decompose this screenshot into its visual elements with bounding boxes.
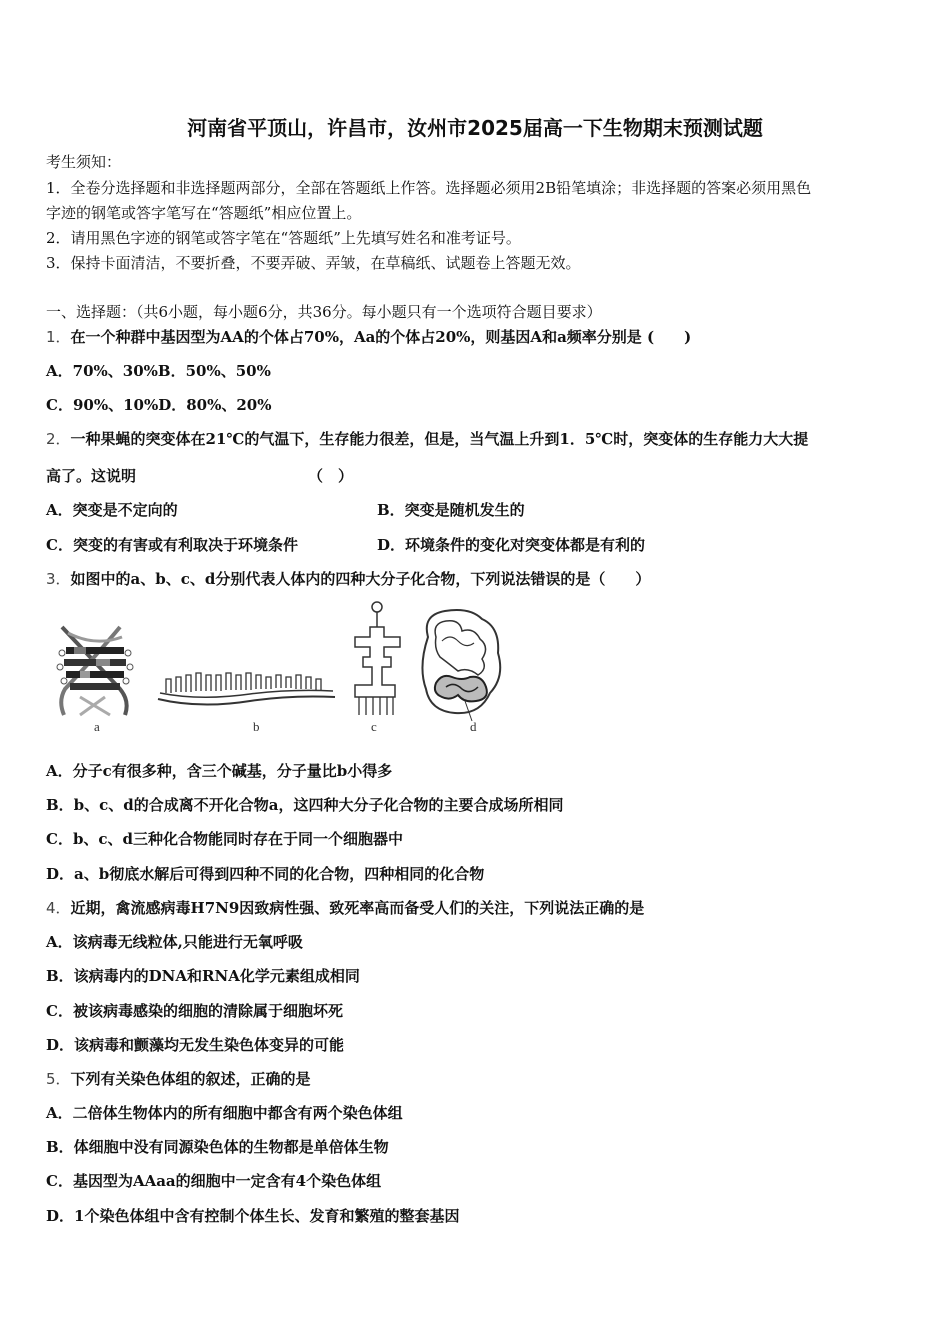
dna-helix-diagram: [57, 627, 133, 715]
question-1-options-ab: A．70%、30%B．50%、50%: [46, 362, 271, 380]
question-5-stem: [46, 1069, 311, 1089]
question-2-text-b: 高了。这说明: [46, 467, 137, 485]
question-4-text: 近期，禽流感病毒H7N9因致病性强、致死率高而备受人们的关注，下列说法正确的是: [70, 899, 645, 917]
question-5-option-c: C．基因型为AAaa的细胞中一定含有4个染色体组: [46, 1172, 382, 1190]
question-2-text-a: 一种果蝇的突变体在21℃的气温下，生存能力很差，但是，当气温上升到1．5℃时，突变体的生存能力大大提: [70, 430, 809, 448]
notice-item-2: 2．请用黑色字迹的钢笔或答字笔在“答题纸”上先填写姓名和准考证号。: [46, 229, 521, 247]
question-3-option-d: D．a、b彻底水解后可得到四种不同的化合物，四种相同的化合物: [46, 865, 485, 883]
question-4-option-b: B．该病毒内的DNA和RNA化学元素组成相同: [46, 967, 360, 985]
question-2-number: 2．: [46, 430, 71, 448]
question-5-number: 5．: [46, 1070, 71, 1088]
question-4-number: 4．: [46, 899, 71, 917]
question-3-option-c: C．b、c、d三种化合物能同时存在于同一个细胞器中: [46, 830, 404, 848]
protein-diagram: [422, 610, 500, 721]
question-2-option-c: C．突变的有害或有利取决于环境条件: [46, 536, 298, 554]
question-1-stem: [46, 327, 691, 347]
question-3-option-b: B．b、c、d的合成离不开化合物a，这四种大分子化合物的主要合成场所相同: [46, 796, 564, 814]
figure-label-b: b: [253, 719, 260, 734]
question-2-option-d: D．环境条件的变化对突变体都是有利的: [377, 536, 646, 554]
question-2-option-b: B．突变是随机发生的: [377, 501, 525, 519]
question-2-answer-paren: （ ）: [308, 467, 354, 485]
question-5-text: 下列有关染色体组的叙述，正确的是: [70, 1070, 311, 1088]
question-2-stem: [46, 429, 808, 449]
question-3-stem: [46, 569, 650, 589]
mrna-diagram: [158, 673, 335, 705]
question-4-option-c: C．被该病毒感染的细胞的清除属于细胞坏死: [46, 1002, 343, 1020]
question-3-number: 3．: [46, 570, 71, 588]
trna-diagram: [355, 602, 400, 715]
notice-item-1b: 字迹的钢笔或答字笔写在“答题纸”相应位置上。: [46, 204, 362, 222]
notice-item-1a: 1．全卷分选择题和非选择题两部分，全部在答题纸上作答。选择题必须用2B铅笔填涂；非选择题的答案必须用黑色: [46, 179, 812, 197]
question-1-number: 1．: [46, 328, 71, 346]
figure-label-c: c: [371, 719, 377, 734]
macromolecule-figure: [50, 597, 510, 737]
question-2-option-a: A．突变是不定向的: [46, 501, 178, 519]
question-4-option-a: A．该病毒无线粒体,只能进行无氧呼吸: [46, 933, 303, 951]
page-title: 河南省平顶山，许昌市，汝州市2025届高一下生物期末预测试题: [187, 116, 763, 140]
question-4-option-d: D．该病毒和颤藻均无发生染色体变异的可能: [46, 1036, 345, 1054]
figure-label-d: d: [470, 719, 477, 734]
notice-heading: 考生须知：: [46, 153, 122, 171]
question-5-option-a: A．二倍体生物体内的所有细胞中都含有两个染色体组: [46, 1104, 403, 1122]
question-4-stem: [46, 898, 644, 918]
question-5-option-d: D．1个染色体组中含有控制个体生长、发育和繁殖的整套基因: [46, 1207, 460, 1225]
section-heading: 一、选择题：（共6小题，每小题6分，共36分。每小题只有一个选项符合题目要求）: [46, 303, 602, 321]
question-3-option-a: A．分子c有很多种，含三个碱基，分子量比b小得多: [46, 762, 393, 780]
question-3-text: 如图中的a、b、c、d分别代表人体内的四种大分子化合物，下列说法错误的是（ ）: [70, 570, 651, 588]
question-1-options-cd: C．90%、10%D．80%、20%: [46, 396, 272, 414]
notice-item-3: 3．保持卡面清洁，不要折叠，不要弄破、弄皱，在草稿纸、试题卷上答题无效。: [46, 254, 581, 272]
question-5-option-b: B．体细胞中没有同源染色体的生物都是单倍体生物: [46, 1138, 389, 1156]
figure-label-a: a: [94, 719, 100, 734]
question-1-text: 在一个种群中基因型为AA的个体占70%，Aa的个体占20%，则基因A和a频率分别是 ( ): [70, 328, 692, 346]
